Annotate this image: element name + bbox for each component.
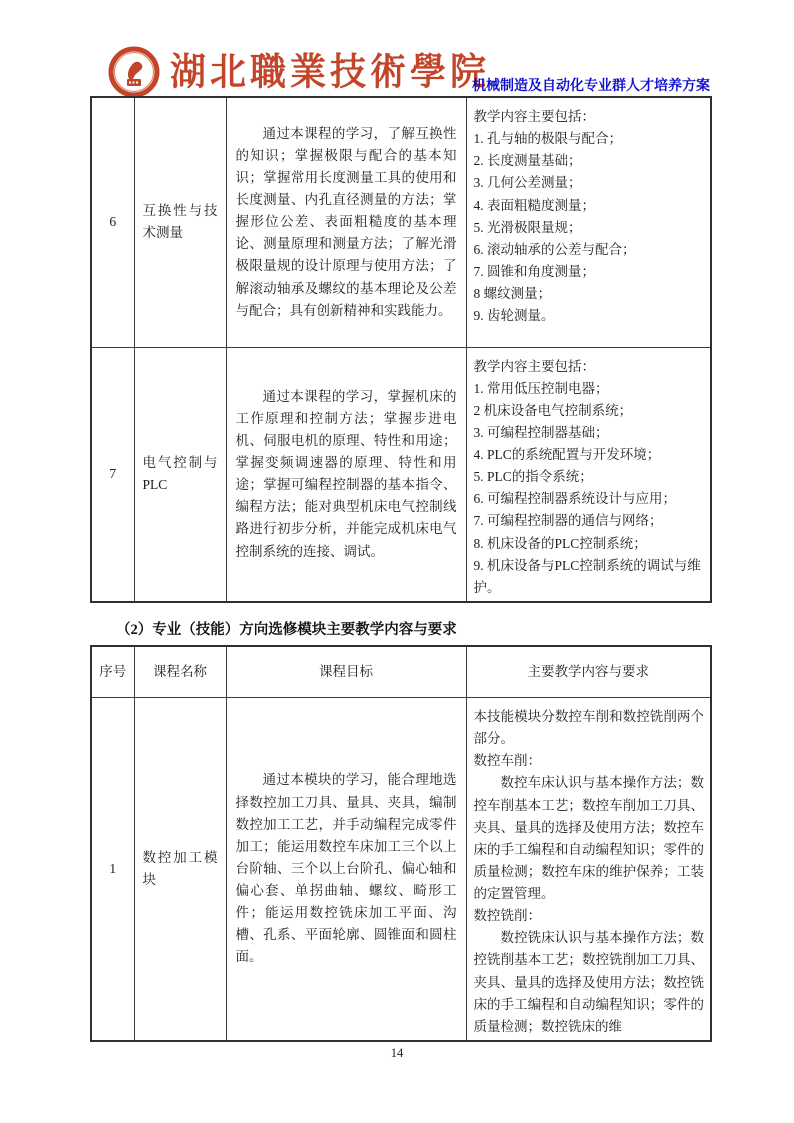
course-number: 7 <box>91 347 134 602</box>
document-title: 机械制造及自动化专业群人才培养方案 <box>472 77 710 93</box>
college-name-calligraphy: 湖北職業技術學院 <box>170 51 491 93</box>
content-line: 7. 圆锥和角度测量； <box>473 263 595 279</box>
content-line: 1. 常用低压控制电器； <box>473 380 609 396</box>
content-line: 6. 可编程控制器系统设计与应用； <box>473 491 676 507</box>
course-goal-text: 通过本课程的学习，了解互换性的知识；掌握极限与配合的基本知识；掌握常用长度测量工具的使用和长度测量、内孔直径测量的方法；掌握形位公差、表面粗糙度的基本理论、测量原理和测量方法；了解光滑极限量规的设计原理与使用方法；了解滚动轴承及螺纹的基本理论及公差与配合；具有创新精神和实践能力。 <box>235 125 457 318</box>
course-goal-text: 通过本课程的学习，掌握机床的工作原理和控制方法；掌握步进电机、伺服电机的原理、特性和用途；掌握变频调速器的原理、特性和用途；掌握可编程控制器的基本指令、编程方法；能对典型机床电气控制线路进行初步分析，并能完成机床电气控制系统的连接、调试。 <box>235 388 457 559</box>
content-line: 9. 齿轮测量。 <box>473 308 555 324</box>
table-row-module-1 <box>91 698 711 1041</box>
content-paragraph: 数控铣削： <box>473 908 541 924</box>
content-line: 8 螺纹测量； <box>473 286 552 301</box>
content-line: 4. PLC的系统配置与开发环境； <box>473 447 661 462</box>
content-line: 教学内容主要包括： <box>473 109 595 124</box>
content-line: 4. 表面粗糙度测量； <box>473 197 595 213</box>
table-header-row <box>91 646 711 698</box>
content-line: 3. 可编程控制器基础； <box>473 424 609 440</box>
elective-modules-table <box>90 645 712 1042</box>
header-col-course-name: 课程名称 <box>134 646 226 698</box>
required-courses-table <box>90 96 712 603</box>
module-content-cell <box>466 698 711 1041</box>
course-name: 电气控制与 PLC <box>134 347 226 602</box>
content-paragraph: 数控车床认识与基本操作方法；数控车削基本工艺；数控车削加工刀具、夹具、量具的选择及使用方法；数控车床的手工编程和自动编程知识；零件的质量检测；数控车床的维护保养；工装的定置管理。 <box>473 775 704 901</box>
content-line: 1. 孔与轴的极限与配合； <box>473 131 622 147</box>
content-line: 6. 滚动轴承的公差与配合； <box>473 241 636 257</box>
content-line: 2 机床设备电气控制系统； <box>473 402 633 418</box>
header-col-number: 序号 <box>91 646 134 698</box>
content-paragraph: 数控车削： <box>473 753 541 769</box>
content-line: 8. 机床设备的PLC控制系统； <box>473 535 647 551</box>
content-line: 2. 长度测量基础； <box>473 153 582 169</box>
course-content-cell <box>466 347 711 602</box>
course-content-cell <box>466 97 711 347</box>
table-row-course-7 <box>91 347 711 602</box>
college-seal-icon <box>108 46 160 98</box>
header-col-course-goal: 课程目标 <box>226 646 466 698</box>
table-row-course-6 <box>91 97 711 347</box>
page-header <box>90 42 710 98</box>
content-paragraph: 本技能模块分数控车削和数控铣削两个部分。 <box>473 709 704 747</box>
header-col-main-content: 主要教学内容与要求 <box>466 646 711 698</box>
section-title: （2）专业（技能）方向选修模块主要教学内容与要求 <box>116 622 457 638</box>
content-line: 3. 几何公差测量； <box>473 175 582 191</box>
module-number: 1 <box>91 698 134 1041</box>
module-name: 数控加工模块 <box>134 698 226 1041</box>
content-paragraph: 数控铣床认识与基本操作方法；数控铣削基本工艺；数控铣削加工刀具、夹具、量具的选择及使用方法；数控铣床的手工编程和自动编程知识；零件的质量检测；数控铣床的维 <box>473 930 704 1034</box>
module-goal-cell <box>226 698 466 1041</box>
content-line: 7. 可编程控制器的通信与网络； <box>473 513 663 529</box>
course-number: 6 <box>91 97 134 347</box>
page-number: 14 <box>390 1046 404 1060</box>
course-name: 互换性与技术测量 <box>134 97 226 347</box>
content-line: 5. 光滑极限量规； <box>473 219 582 235</box>
course-goal-cell <box>226 347 466 602</box>
content-line: 5. PLC的指令系统； <box>473 469 593 485</box>
content-line: 9. 机床设备与PLC控制系统的调试与维护。 <box>473 557 701 595</box>
course-goal-cell <box>226 97 466 347</box>
content-line: 教学内容主要包括： <box>473 358 595 374</box>
module-goal-text: 通过本模块的学习，能合理地选择数控加工刀具、量具、夹具，编制数控加工工艺，并手动编程完成零件加工；能运用数控车床加工三个以上台阶轴、三个以上台阶孔、偏心轴和偏心套、单拐曲轴、螺纹、畸形工件；能运用数控铣床加工平面、沟槽、孔系、平面轮廓、圆锥面和圆柱面。 <box>235 772 457 965</box>
